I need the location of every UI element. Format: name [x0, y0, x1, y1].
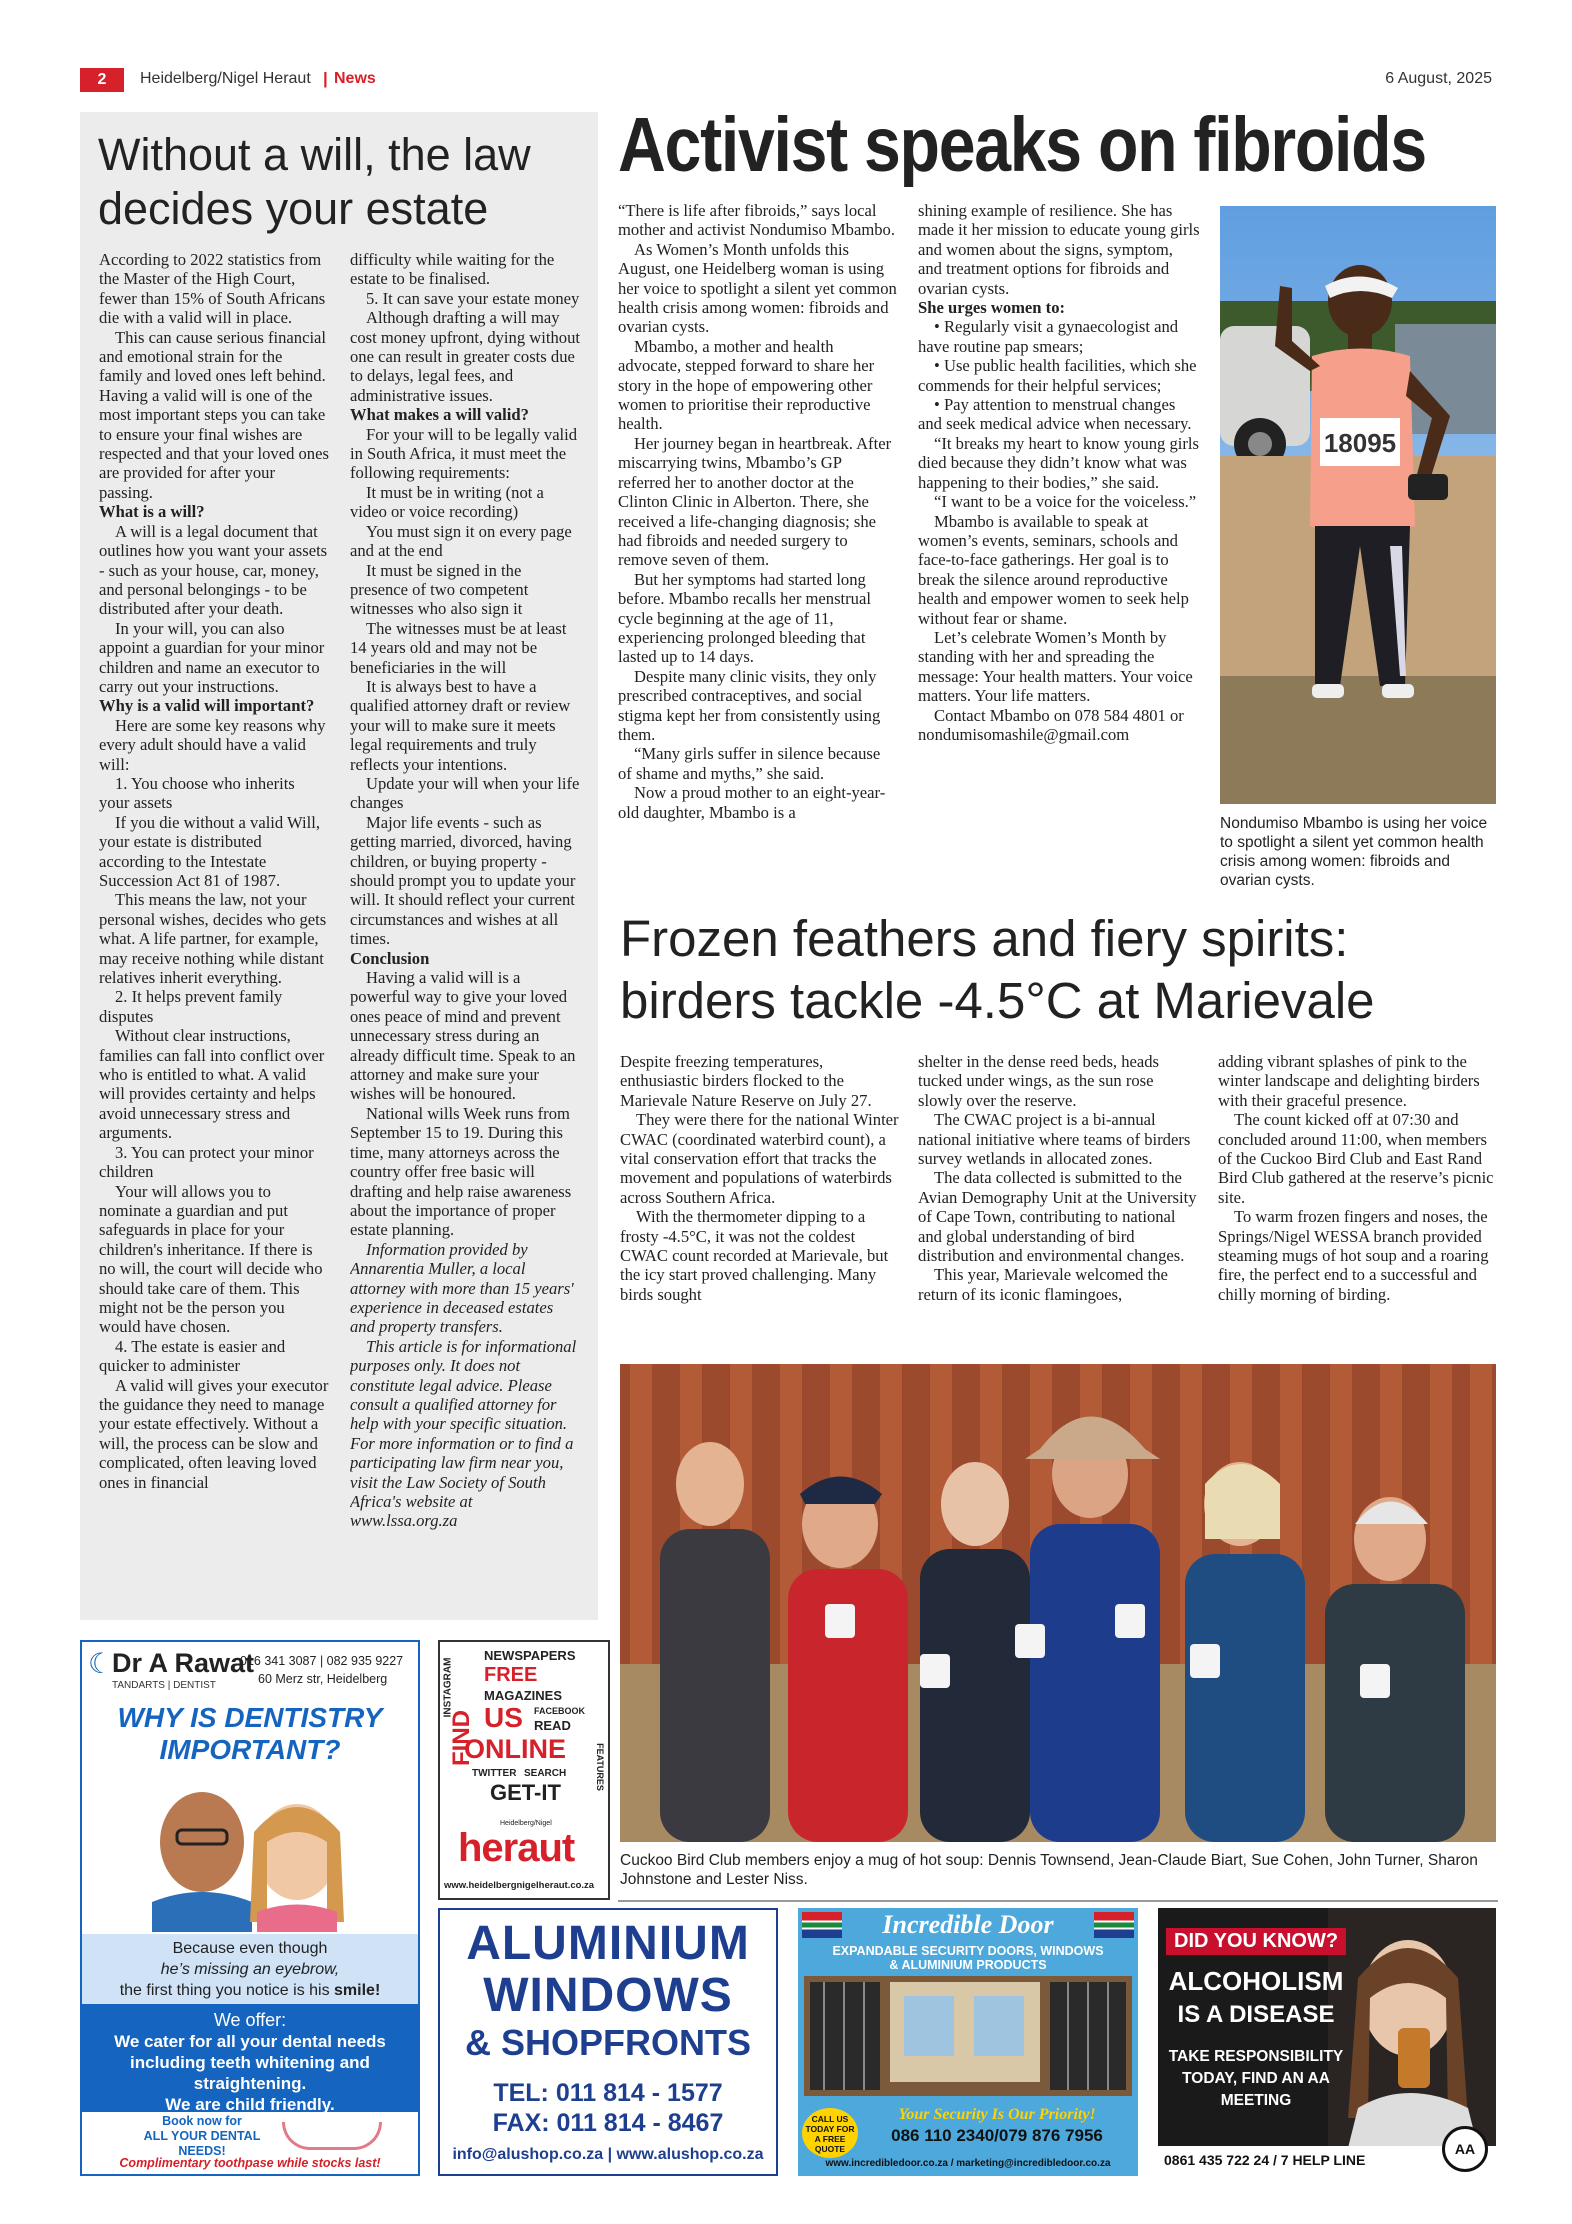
aa-line-4: TODAY, FIND AN AA [1182, 2070, 1330, 2087]
paragraph: As Women’s Month unfolds this August, one Heidelberg woman is using her voice to spotlight a silent yet common health crisis among women: fibroids and ovarian cysts. [618, 239, 897, 337]
paragraph: Without clear instructions, families can fall into conflict over who is entitled to what. A valid will provides certainty and helps avoid unnecessary stress and arguments. [99, 1026, 325, 1143]
door-sub-1: EXPANDABLE SECURITY DOORS, WINDOWS [832, 1944, 1104, 1958]
door-sub [798, 1944, 1138, 1972]
door-call-badge[interactable]: CALL US TODAY FOR A FREE QUOTE [802, 2108, 858, 2158]
paper-name: Heidelberg/Nigel Heraut [140, 70, 311, 87]
dentist-headline-1: WHY IS DENTISTRY [117, 1702, 383, 1733]
bib-number: 18095 [1323, 428, 1397, 458]
paragraph: Contact Mbambo on 078 584 4801 or nondumisomashile@gmail.com [918, 705, 1184, 744]
dentist-book[interactable] [142, 2114, 262, 2159]
door-title: Incredible Door [882, 1910, 1054, 1939]
heraut-find: FIND [448, 1710, 475, 1766]
heraut-us: US [484, 1702, 523, 1733]
will-title-line1: Without a will, the law [98, 129, 531, 180]
paragraph: Why is a valid will important? [99, 696, 315, 716]
dentist-headline [82, 1702, 418, 1766]
dentist-book-3: NEEDS! [178, 2144, 226, 2158]
paragraph: National wills Week runs from September 15 to 19. During this time, many attorneys across the country offer free basic will drafting and help raise awareness about the importance of proper estate planning. [350, 1103, 572, 1240]
paragraph: You must sign it on every page and at the end [350, 521, 572, 561]
will-title [98, 128, 588, 236]
dentist-phones: 016 341 3087 | 082 935 9227 [240, 1654, 404, 1668]
paragraph: • Pay attention to menstrual changes and seek medical advice when necessary. [918, 395, 1192, 434]
heraut-logo: heraut [458, 1826, 575, 1870]
heraut-brand-small: Heidelberg/Nigel [500, 1820, 552, 1827]
paragraph: 1. You choose who inherits your assets [99, 773, 295, 813]
dentist-name: Dr A Rawat [112, 1648, 255, 1678]
mbambo-caption: Nondumiso Mbambo is using her voice to spotlight a silent yet common health crisis among women: fibroids and ovarian cysts. [1220, 815, 1488, 889]
birders-title [620, 908, 1500, 1032]
paragraph: “There is life after fibroids,” says local mother and activist Nondumiso Mbambo. [618, 201, 895, 240]
dentist-book-1: Book now for [162, 2114, 242, 2128]
alu-line-3: & SHOPFRONTS [464, 2022, 751, 2063]
paragraph: Now a proud mother to an eight-year-old daughter, Mbambo is a [618, 783, 886, 822]
dentist-sub: TANDARTS | DENTIST [112, 1680, 216, 1691]
heraut-read: READ [534, 1718, 571, 1733]
mbambo-photo-image [1220, 206, 1496, 804]
birders-photo-image [620, 1364, 1496, 1842]
ad-dentist[interactable] [80, 1640, 420, 2176]
birders-column-3 [1218, 1052, 1498, 1362]
birders-column-2 [918, 1052, 1200, 1362]
paragraph: 3. You can protect your minor children [99, 1142, 314, 1182]
paragraph: Here are some key reasons why every adult should have a valid will: [99, 715, 326, 774]
heraut-search: SEARCH [524, 1768, 567, 1779]
dentist-offer-1: We cater for all your dental needs [114, 2032, 386, 2051]
sa-flag-icon-right [1094, 1912, 1134, 1938]
paragraph: Update your will when your life changes [350, 773, 580, 813]
tooth-logo-icon: ☾ [88, 1648, 114, 1679]
dentist-headline-2: IMPORTANT? [159, 1734, 341, 1765]
paragraph: This year, Marievale welcomed the return of its iconic flamingoes, [918, 1265, 1168, 1304]
fibroids-column-2 [918, 201, 1200, 891]
dentist-tagline-3 [82, 1980, 418, 2001]
heraut-getit: GET-IT [490, 1780, 561, 1805]
paragraph: If you die without a valid Will, your estate is distributed according to the Intestate Succession Act 81 of 1987. [99, 812, 321, 890]
paragraph: • Use public health facilities, which she commends for their helpful services; [918, 356, 1197, 395]
dentist-book-2: ALL YOUR DENTAL [143, 2129, 261, 2143]
header-separator: | [323, 69, 328, 88]
dentist-people-image [82, 1772, 418, 1932]
door-phones[interactable]: 086 110 2340/079 876 7956 [891, 2126, 1103, 2145]
heraut-features: FEATURES [594, 1743, 605, 1791]
will-column-2 [350, 250, 582, 1612]
section-name: News [334, 70, 376, 87]
paragraph: Conclusion [350, 948, 430, 968]
paragraph: Let’s celebrate Women’s Month by standing with her and spreading the message: Your health matters. Your voice matters. Your life matters. [918, 627, 1193, 706]
heraut-newspapers: NEWSPAPERS [484, 1648, 576, 1663]
door-sub-2: & ALUMINIUM PRODUCTS [889, 1958, 1047, 1972]
ad-aluminium[interactable] [438, 1908, 778, 2176]
paragraph: Mbambo is available to speak at women’s events, seminars, schools and face-to-face gatherings. Her goal is to break the silence around reproductive health and empower women to seek help without fear or shame. [918, 511, 1189, 628]
paragraph: A valid will gives your executor the guidance they need to manage your estate effectively. Without a will, the process can be slow and complicated, often leaving loved ones in financial [99, 1375, 329, 1492]
fibroids-column-1 [618, 201, 898, 891]
paragraph: Despite freezing temperatures, enthusiastic birders flocked to the Marievale Nature Reserve on July 27. [620, 1052, 872, 1110]
alu-tel[interactable]: TEL: 011 814 - 1577 [493, 2079, 723, 2107]
paragraph: Although drafting a will may cost money upfront, dying without one can result in greater costs due to delays, legal fees, and administrative issues. [350, 308, 580, 405]
door-priority: Your Security Is Our Priority! [898, 2106, 1096, 2123]
aa-line-2: IS A DISEASE [1177, 2001, 1335, 2028]
alu-headline [440, 1918, 776, 2064]
alu-fax: FAX: 011 814 - 8467 [492, 2109, 724, 2137]
page-header [80, 66, 1492, 92]
paragraph: The witnesses must be at least 14 years old and may not be beneficiaries in the will [350, 618, 567, 677]
heraut-free: FREE [484, 1664, 538, 1686]
dentist-tagline [82, 1934, 418, 2004]
alu-line-2: WINDOWS [483, 1969, 733, 2022]
dentist-offer-4: We are child friendly. [165, 2095, 335, 2114]
paragraph: Despite many clinic visits, they only prescribed contraceptives, and social stigma kept her from consistently using them. [618, 666, 881, 744]
birders-column-1 [620, 1052, 900, 1362]
birders-caption: Cuckoo Bird Club members enjoy a mug of hot soup: Dennis Townsend, Jean-Claude Biart, Sue Cohen, John Turner, Sharon Johnstone and Lester Niss. [620, 1852, 1478, 1888]
dentist-footer: Complimentary toothpase while stocks last! [119, 2156, 381, 2170]
paragraph: difficulty while waiting for the estate to be finalised. [350, 250, 555, 289]
fibroids-title: Activist speaks on fibroids [618, 102, 1426, 188]
paragraph: To warm frozen fingers and noses, the Springs/Nigel WESSA branch provided steaming mugs of hot soup and a roaring fire, the perfect end to a successful and chilly morning of birding. [1218, 1207, 1489, 1304]
paragraph: This means the law, not your personal wishes, decides who gets what. A life partner, for example, may receive nothing while distant relatives inherit everything. [99, 890, 327, 988]
paragraph: 4. The estate is easier and quicker to administer [99, 1336, 286, 1376]
alu-web[interactable]: info@alushop.co.za | www.alushop.co.za [452, 2146, 764, 2163]
dentist-tagline-2: he’s missing an eyebrow, [160, 1961, 340, 1978]
paragraph: This can cause serious financial and emotional strain for the family and loved ones left behind. Having a valid will is one of the most important steps you can take to ensure your final wishes are respected and that your loved ones are provided for after your passing. [99, 327, 329, 502]
will-title-line2: decides your estate [98, 183, 489, 234]
paragraph: According to 2022 statistics from the Master of the High Court, fewer than 15% of South Africans die with a valid will in place. [99, 250, 326, 328]
paragraph: Information provided by Annarentia Muller, a local attorney with more than 15 years' experience in deceased estates and property transfers. [350, 1239, 574, 1337]
paragraph: They were there for the national Winter CWAC (coordinated waterbird count), a vital conservation effort that tracks the movement and populations of waterbirds across Southern Africa. [620, 1110, 899, 1207]
ad-heraut[interactable] [438, 1640, 610, 1900]
aa-line-1: ALCOHOLISM [1168, 1966, 1344, 1996]
paragraph: It is always best to have a qualified attorney draft or review your will to make sure it meets legal requirements and truly reflects your intentions. [350, 676, 571, 774]
dentist-offer-2: including teeth whitening and [130, 2053, 370, 2072]
smile-icon [282, 2122, 382, 2150]
dentist-tagline-3b: smile! [334, 1982, 381, 1999]
paragraph: • Regularly visit a gynaecologist and have routine pap smears; [918, 317, 1179, 356]
aa-line-5: MEETING [1220, 2092, 1292, 2109]
birders-title-line2: birders tackle -4.5°C at Marievale [620, 972, 1375, 1029]
dentist-offer [82, 2004, 418, 2112]
dentist-address: 60 Merz str, Heidelberg [258, 1672, 388, 1686]
door-products-image [804, 1976, 1132, 2096]
birders-title-line1: Frozen feathers and fiery spirits: [620, 910, 1349, 967]
will-column-1 [99, 250, 329, 1612]
dentist-tagline-1: Because even though [172, 1940, 328, 1957]
paragraph: A will is a legal document that outlines how you want your assets - such as your house, car, money, and personal belongings - to be distributed after your death. [99, 521, 328, 619]
aa-helpline [1158, 2141, 1496, 2176]
paragraph: Your will allows you to nominate a guardian and put safeguards in place for your children's inheritance. If there is no will, the court will decide who should take care of them. This might not be the person you would have chosen. [99, 1181, 323, 1337]
paragraph: What is a will? [99, 502, 205, 522]
door-web[interactable]: www.incredibledoor.co.za / marketing@incredibledoor.co.za [825, 2158, 1111, 2169]
paragraph: 5. It can save your estate money [366, 288, 580, 308]
paragraph: Having a valid will is a powerful way to give your loved ones peace of mind and prevent unnecessary stress during an already difficult time. Speak to an attorney and make sure your wishes will be honoured. [350, 968, 576, 1104]
paragraph: In your will, you can also appoint a guardian for your minor children and name an executor to carry out your instructions. [99, 618, 325, 696]
paragraph: With the thermometer dipping to a frosty -4.5°C, it was not the coldest CWAC count recorded at Marievale, but the icy start proved challenging. Many birds sought [620, 1207, 889, 1304]
aa-line-3: TAKE RESPONSIBILITY [1168, 2048, 1344, 2065]
aa-helpline-text[interactable]: 0861 435 722 24 / 7 HELP LINE [1164, 2152, 1366, 2168]
aa-woman-image [1328, 1908, 1496, 2148]
aa-question: DID YOU KNOW? [1166, 1928, 1346, 1955]
paragraph: shelter in the dense reed beds, heads tucked under wings, as the sun rose slowly over the reserve. [918, 1052, 1159, 1110]
paragraph: What makes a will valid? [350, 405, 529, 425]
birders-photo [620, 1364, 1496, 1842]
paragraph: Major life events - such as getting married, divorced, having children, or buying property - should prompt you to update your will. It should reflect your current circumstances and wishes at all times. [350, 812, 576, 949]
issue-date: 6 August, 2025 [1385, 70, 1492, 87]
paragraph: shining example of resilience. She has made it her mission to educate young girls and women about the signs, symptom, and treatment options for fibroids and ovarian cysts. [918, 201, 1200, 298]
heraut-twitter: TWITTER [472, 1768, 517, 1779]
paragraph: This article is for informational purposes only. It does not constitute legal advice. Please consult a qualified attorney for help with your specific situation. For more information or to find a participating law firm near you, visit the Law Society of South Africa's website at www.lssa.org.za [350, 1336, 577, 1531]
dentist-offer-title: We offer: [213, 2010, 287, 2030]
paragraph: Mbambo, a mother and health advocate, stepped forward to share her story in the hope of empowering other women to prioritise their reproductive health. [618, 336, 875, 434]
heraut-online: ONLINE [464, 1734, 567, 1764]
divider-line [618, 1900, 1498, 1902]
paragraph: The CWAC project is a bi-annual national initiative where teams of birders survey wetlands in allocated zones. [918, 1110, 1191, 1169]
alu-line-1: ALUMINIUM [466, 1917, 750, 1970]
alu-contact [456, 2078, 760, 2138]
paragraph: “It breaks my heart to know young girls died because they didn’t know what was happening to their bodies,” she said. [918, 433, 1199, 492]
paragraph: She urges women to: [918, 298, 1066, 318]
heraut-side-instagram: INSTAGRAM [442, 1657, 454, 1718]
will-article [80, 112, 598, 1620]
mbambo-photo [1220, 206, 1496, 804]
heraut-magazines: MAGAZINES [484, 1688, 562, 1703]
paragraph: “I want to be a voice for the voiceless.” [934, 492, 1197, 512]
page-number: 2 [80, 68, 124, 92]
paragraph: adding vibrant splashes of pink to the winter landscape and delighting birders with their graceful presence. [1218, 1052, 1480, 1110]
ad-incredible-door[interactable] [798, 1908, 1138, 2176]
dentist-offer-3: straightening. [193, 2074, 307, 2093]
paragraph: But her symptoms had started long before. Mbambo recalls her menstrual cycle beginning at the age of 11, experiencing prolonged bleeding that lasted up to 14 days. [618, 569, 871, 667]
heraut-url[interactable]: www.heidelbergnigelheraut.co.za [444, 1880, 595, 1891]
aa-text [1166, 1964, 1346, 2112]
paragraph: Her journey began in heartbreak. After miscarrying twins, Mbambo’s GP referred her to another doctor at the Clinton Clinic in Alberton. There, she received a life-changing diagnosis; she had fibroids and needed surgery to remove seven of them. [618, 433, 892, 570]
paragraph: It must be signed in the presence of two competent witnesses who also sign it [350, 560, 529, 619]
paragraph: For your will to be legally valid in South Africa, it must meet the following requirements: [350, 424, 578, 483]
aa-logo-icon: AA [1442, 2126, 1488, 2172]
paragraph: “Many girls suffer in silence because of shame and myths,” she said. [618, 744, 881, 783]
paragraph: 2. It helps prevent family disputes [99, 987, 283, 1026]
heraut-facebook: FACEBOOK [534, 1706, 586, 1716]
ad-aa[interactable] [1158, 1908, 1496, 2176]
paragraph: The data collected is submitted to the Avian Demography Unit at the University of Cape Town, contributing to national and global understanding of bird distribution and environmental changes. [918, 1168, 1197, 1266]
paragraph: It must be in writing (not a video or voice recording) [350, 482, 544, 522]
dentist-tagline-3a: the first thing you notice is his [119, 1982, 335, 1999]
paragraph: The count kicked off at 07:30 and concluded around 11:00, when members of the Cuckoo Bird Club and East Rand Bird Club gathered at the reserve’s picnic site. [1218, 1110, 1494, 1207]
